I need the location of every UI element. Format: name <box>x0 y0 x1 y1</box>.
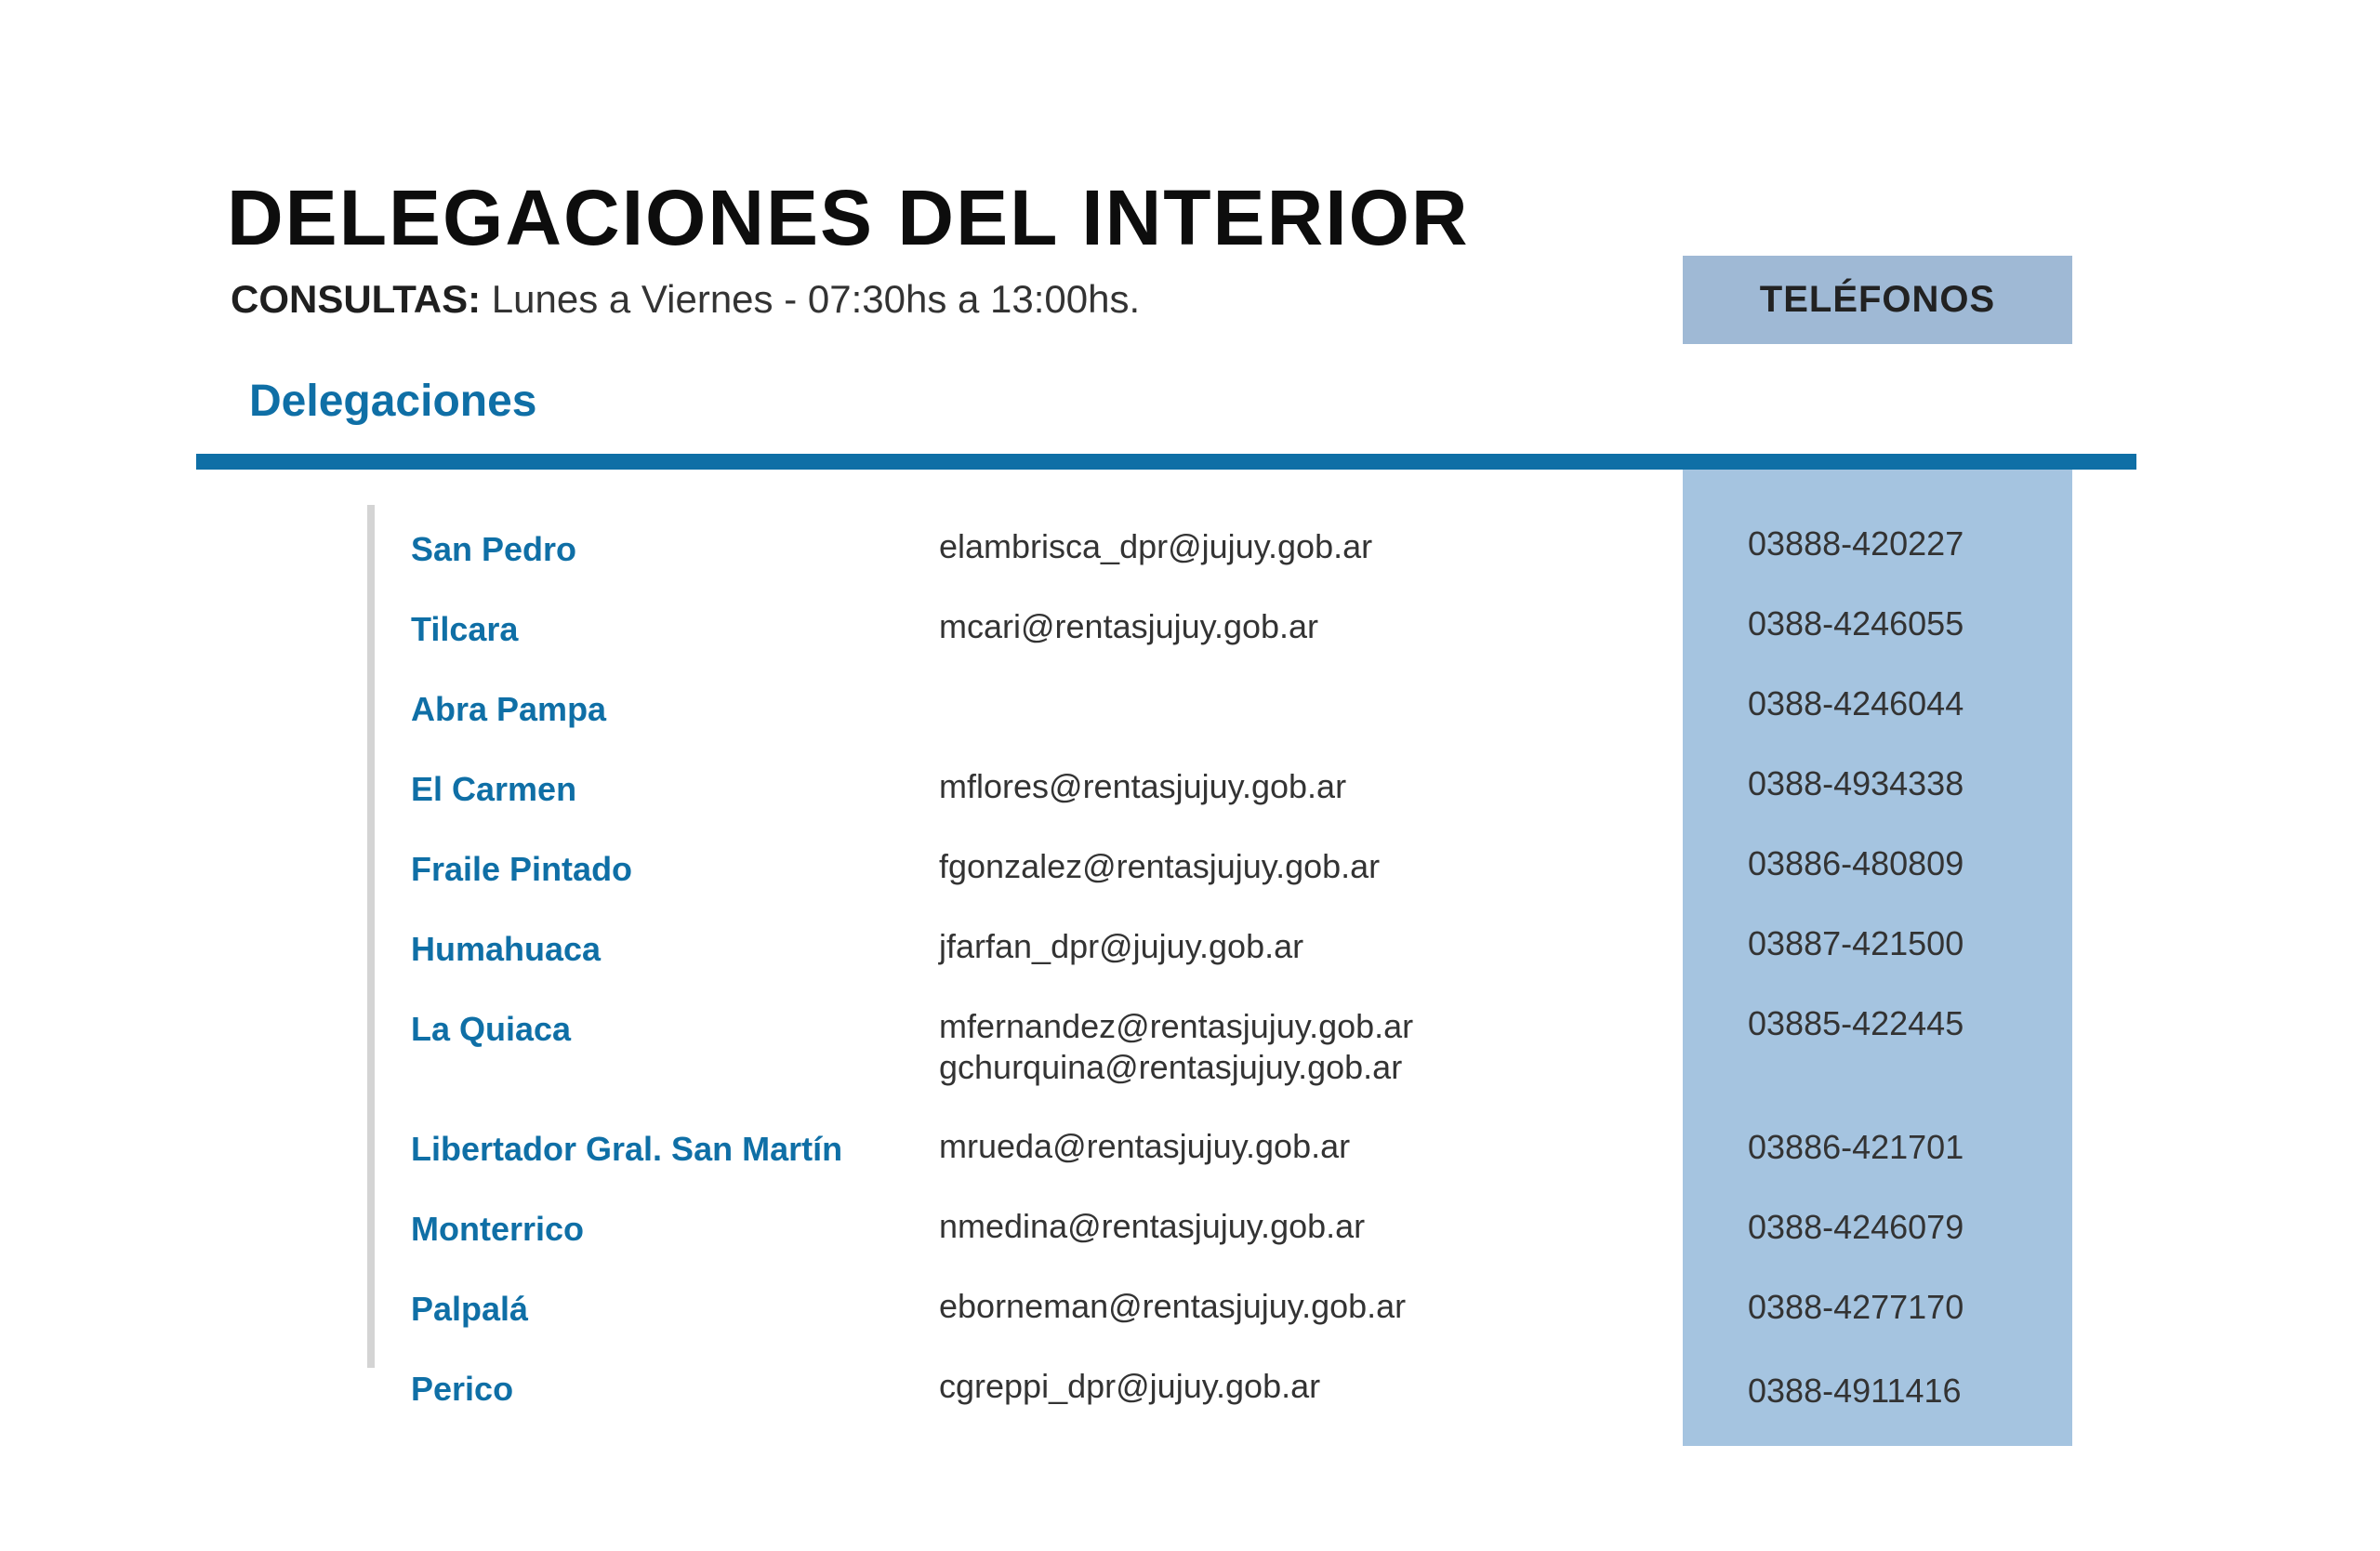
table-row <box>0 829 2380 909</box>
delegacion-name: Palpalá <box>411 1290 529 1328</box>
delegacion-name: Tilcara <box>411 610 519 648</box>
table-row <box>0 1269 2380 1349</box>
delegacion-emails <box>939 766 1346 807</box>
hours-label: CONSULTAS: <box>231 277 482 321</box>
table-row <box>0 590 2380 669</box>
table-row <box>0 1189 2380 1269</box>
delegacion-phone: 0388-4246079 <box>1748 1208 1964 1246</box>
delegacion-name: Abra Pampa <box>411 690 607 728</box>
delegacion-emails <box>939 1206 1365 1247</box>
delegacion-phone: 0388-4277170 <box>1748 1288 1964 1326</box>
office-hours <box>231 277 1140 322</box>
delegacion-name: Fraile Pintado <box>411 850 633 888</box>
delegacion-name: Monterrico <box>411 1210 585 1248</box>
email-link[interactable]: mcari@rentasjujuy.gob.ar <box>939 607 1319 645</box>
delegacion-phone: 03886-421701 <box>1748 1128 1964 1166</box>
delegacion-emails <box>939 606 1318 647</box>
delegacion-name: Perico <box>411 1370 514 1408</box>
email-link[interactable]: mflores@rentasjujuy.gob.ar <box>939 767 1347 805</box>
email-link[interactable]: gchurquina@rentasjujuy.gob.ar <box>939 1048 1403 1086</box>
table-row <box>0 669 2380 749</box>
table-row <box>0 1109 2380 1189</box>
delegacion-name: San Pedro <box>411 530 577 568</box>
page-title: DELEGACIONES DEL INTERIOR <box>227 174 1470 261</box>
delegacion-emails <box>939 526 1372 567</box>
delegacion-name: La Quiaca <box>411 1010 572 1048</box>
section-divider <box>196 454 2136 470</box>
email-link[interactable]: fgonzalez@rentasjujuy.gob.ar <box>939 847 1381 885</box>
delegacion-emails <box>939 1126 1350 1167</box>
table-row <box>0 749 2380 829</box>
email-link[interactable]: mfernandez@rentasjujuy.gob.ar <box>939 1007 1414 1045</box>
delegacion-emails <box>939 1006 1413 1088</box>
delegacion-phone: 0388-4246044 <box>1748 684 1964 722</box>
delegacion-phone: 0388-4911416 <box>1748 1372 1962 1410</box>
table-row <box>0 909 2380 989</box>
delegacion-phone: 0388-4934338 <box>1748 764 1964 802</box>
table-row <box>0 1349 2380 1429</box>
email-link[interactable]: cgreppi_dpr@jujuy.gob.ar <box>939 1367 1321 1405</box>
email-link[interactable]: eborneman@rentasjujuy.gob.ar <box>939 1287 1407 1325</box>
email-link[interactable]: mrueda@rentasjujuy.gob.ar <box>939 1127 1351 1165</box>
phones-header-label: TELÉFONOS <box>1759 279 1996 320</box>
delegacion-name: El Carmen <box>411 770 577 808</box>
delegacion-phone: 03886-480809 <box>1748 844 1964 882</box>
email-link[interactable]: nmedina@rentasjujuy.gob.ar <box>939 1207 1366 1245</box>
phones-column-header <box>1683 256 2072 344</box>
hours-text: Lunes a Viernes - 07:30hs a 13:00hs. <box>481 277 1141 321</box>
delegacion-phone: 03888-420227 <box>1748 524 1964 563</box>
section-title: Delegaciones <box>249 377 537 426</box>
delegacion-emails <box>939 846 1380 887</box>
delegacion-phone: 0388-4246055 <box>1748 604 1964 643</box>
delegacion-phone: 03887-421500 <box>1748 924 1964 962</box>
email-link[interactable]: elambrisca_dpr@jujuy.gob.ar <box>939 527 1373 565</box>
delegacion-phone: 03885-422445 <box>1748 1004 1964 1042</box>
table-row <box>0 989 2380 1086</box>
delegacion-emails <box>939 926 1303 967</box>
delegacion-name: Libertador Gral. San Martín <box>411 1130 843 1168</box>
delegacion-emails <box>939 1286 1406 1327</box>
delegacion-emails <box>939 1366 1320 1407</box>
delegacion-name: Humahuaca <box>411 930 602 968</box>
email-link[interactable]: jfarfan_dpr@jujuy.gob.ar <box>939 927 1304 965</box>
table-row <box>0 510 2380 590</box>
